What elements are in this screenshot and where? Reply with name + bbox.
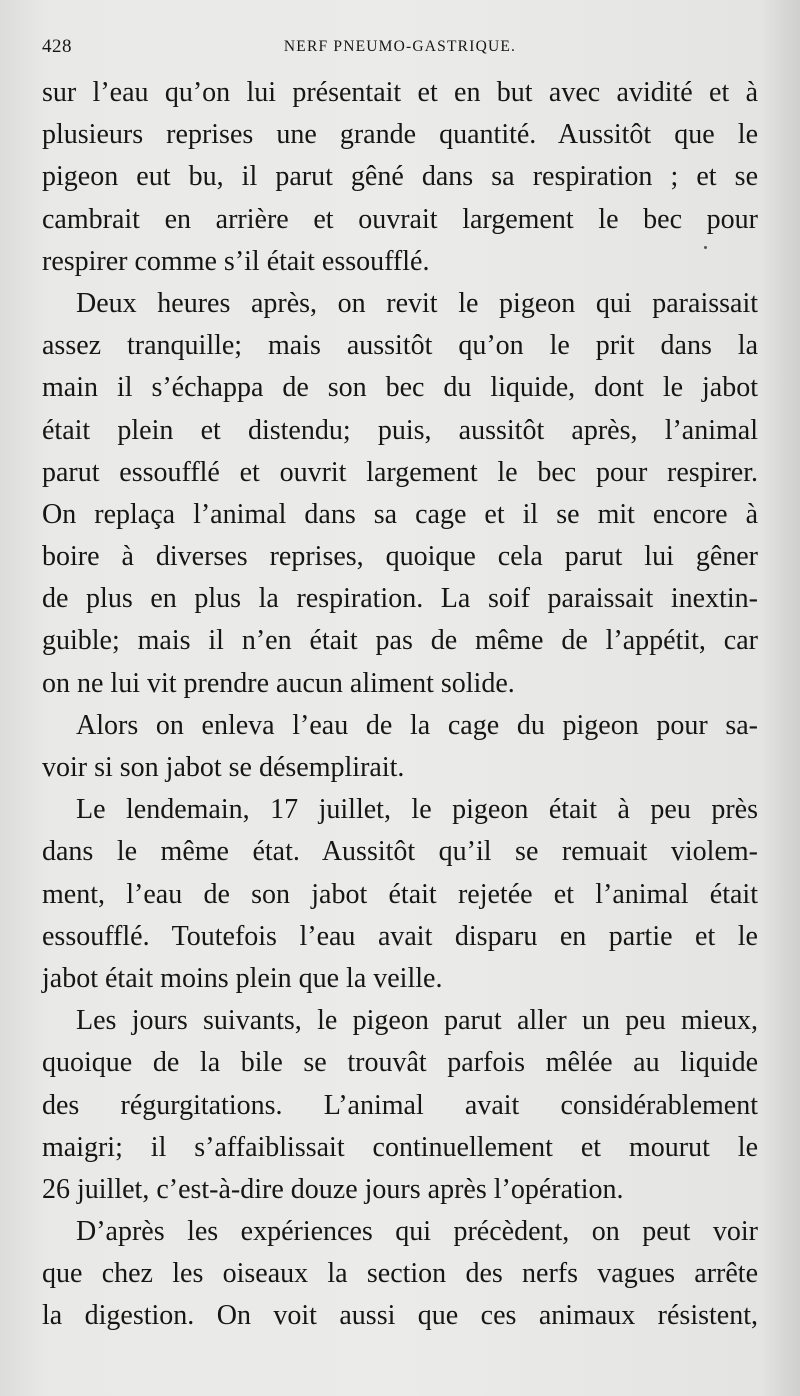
text-line: assez tranquille; mais aussitôt qu’on le prit dans la	[42, 330, 758, 362]
text-line: que chez les oiseaux la section des nerfs vagues arrête	[42, 1258, 758, 1290]
text-line: voir si son jabot se désemplirait.	[42, 752, 405, 783]
text-line: était plein et distendu; puis, aussitôt après, l’animal	[42, 414, 758, 446]
paragraph	[42, 283, 758, 705]
paragraph	[42, 72, 758, 283]
text-line: parut essoufflé et ouvrit largement le bec pour respirer.	[42, 456, 758, 488]
text-line: la digestion. On voit aussi que ces animaux résistent,	[42, 1300, 758, 1332]
text-line: D’après les expériences qui précèdent, on peut voir	[76, 1216, 758, 1248]
text-line: maigri; il s’affaiblissait continuellement et mourut le	[42, 1131, 758, 1163]
text-line: 26 juillet, c’est-à-dire douze jours après l’opération.	[42, 1173, 624, 1205]
text-line: quoique de la bile se trouvât parfois mêlée au liquide	[42, 1047, 758, 1079]
text-line: sur l’eau qu’on lui présentait et en but avec avidité et à	[42, 77, 758, 108]
text-line: respirer comme s’il était essoufflé.	[42, 245, 430, 277]
body-text	[42, 72, 758, 1338]
text-line: cambrait en arrière et ouvrait largement le bec pour	[42, 203, 758, 235]
text-line: dans le même état. Aussitôt qu’il se remuait violem-	[42, 836, 758, 868]
text-line: des régurgitations. L’animal avait considérablement	[42, 1089, 758, 1121]
text-line: de plus en plus la respiration. La soif paraissait inextin-	[42, 583, 758, 615]
text-line: Le lendemain, 17 juillet, le pigeon était à peu près	[76, 794, 758, 826]
print-speck	[704, 246, 707, 249]
text-line: guible; mais il n’en était pas de même de l’appétit, car	[42, 625, 758, 657]
text-line: ment, l’eau de son jabot était rejetée et l’animal était	[42, 878, 758, 910]
page-number: 428	[42, 36, 72, 57]
text-line: Alors on enleva l’eau de la cage du pigeon pour sa-	[76, 709, 758, 741]
text-line: boire à diverses reprises, quoique cela parut lui gêner	[42, 541, 758, 573]
text-line: On replaça l’animal dans sa cage et il se mit encore à	[42, 498, 758, 530]
text-line: jabot était moins plein que la veille.	[42, 962, 443, 994]
text-line: essoufflé. Toutefois l’eau avait disparu en partie et le	[42, 920, 758, 952]
paragraph	[42, 789, 758, 1000]
paragraph	[42, 705, 758, 789]
text-line: pigeon eut bu, il parut gêné dans sa respiration ; et se	[42, 161, 758, 193]
text-line: plusieurs reprises une grande quantité. Aussitôt que le	[42, 119, 758, 151]
running-title: NERF PNEUMO-GASTRIQUE.	[283, 38, 517, 55]
text-line: Deux heures après, on revit le pigeon qui paraissait	[76, 287, 758, 319]
text-line: on ne lui vit prendre aucun aliment solide.	[42, 667, 515, 699]
running-head	[42, 36, 758, 62]
paragraph	[42, 1211, 758, 1338]
paragraph	[42, 1000, 758, 1211]
text-line: Les jours suivants, le pigeon parut aller un peu mieux,	[76, 1005, 758, 1037]
text-line: main il s’échappa de son bec du liquide, dont le jabot	[42, 372, 758, 404]
